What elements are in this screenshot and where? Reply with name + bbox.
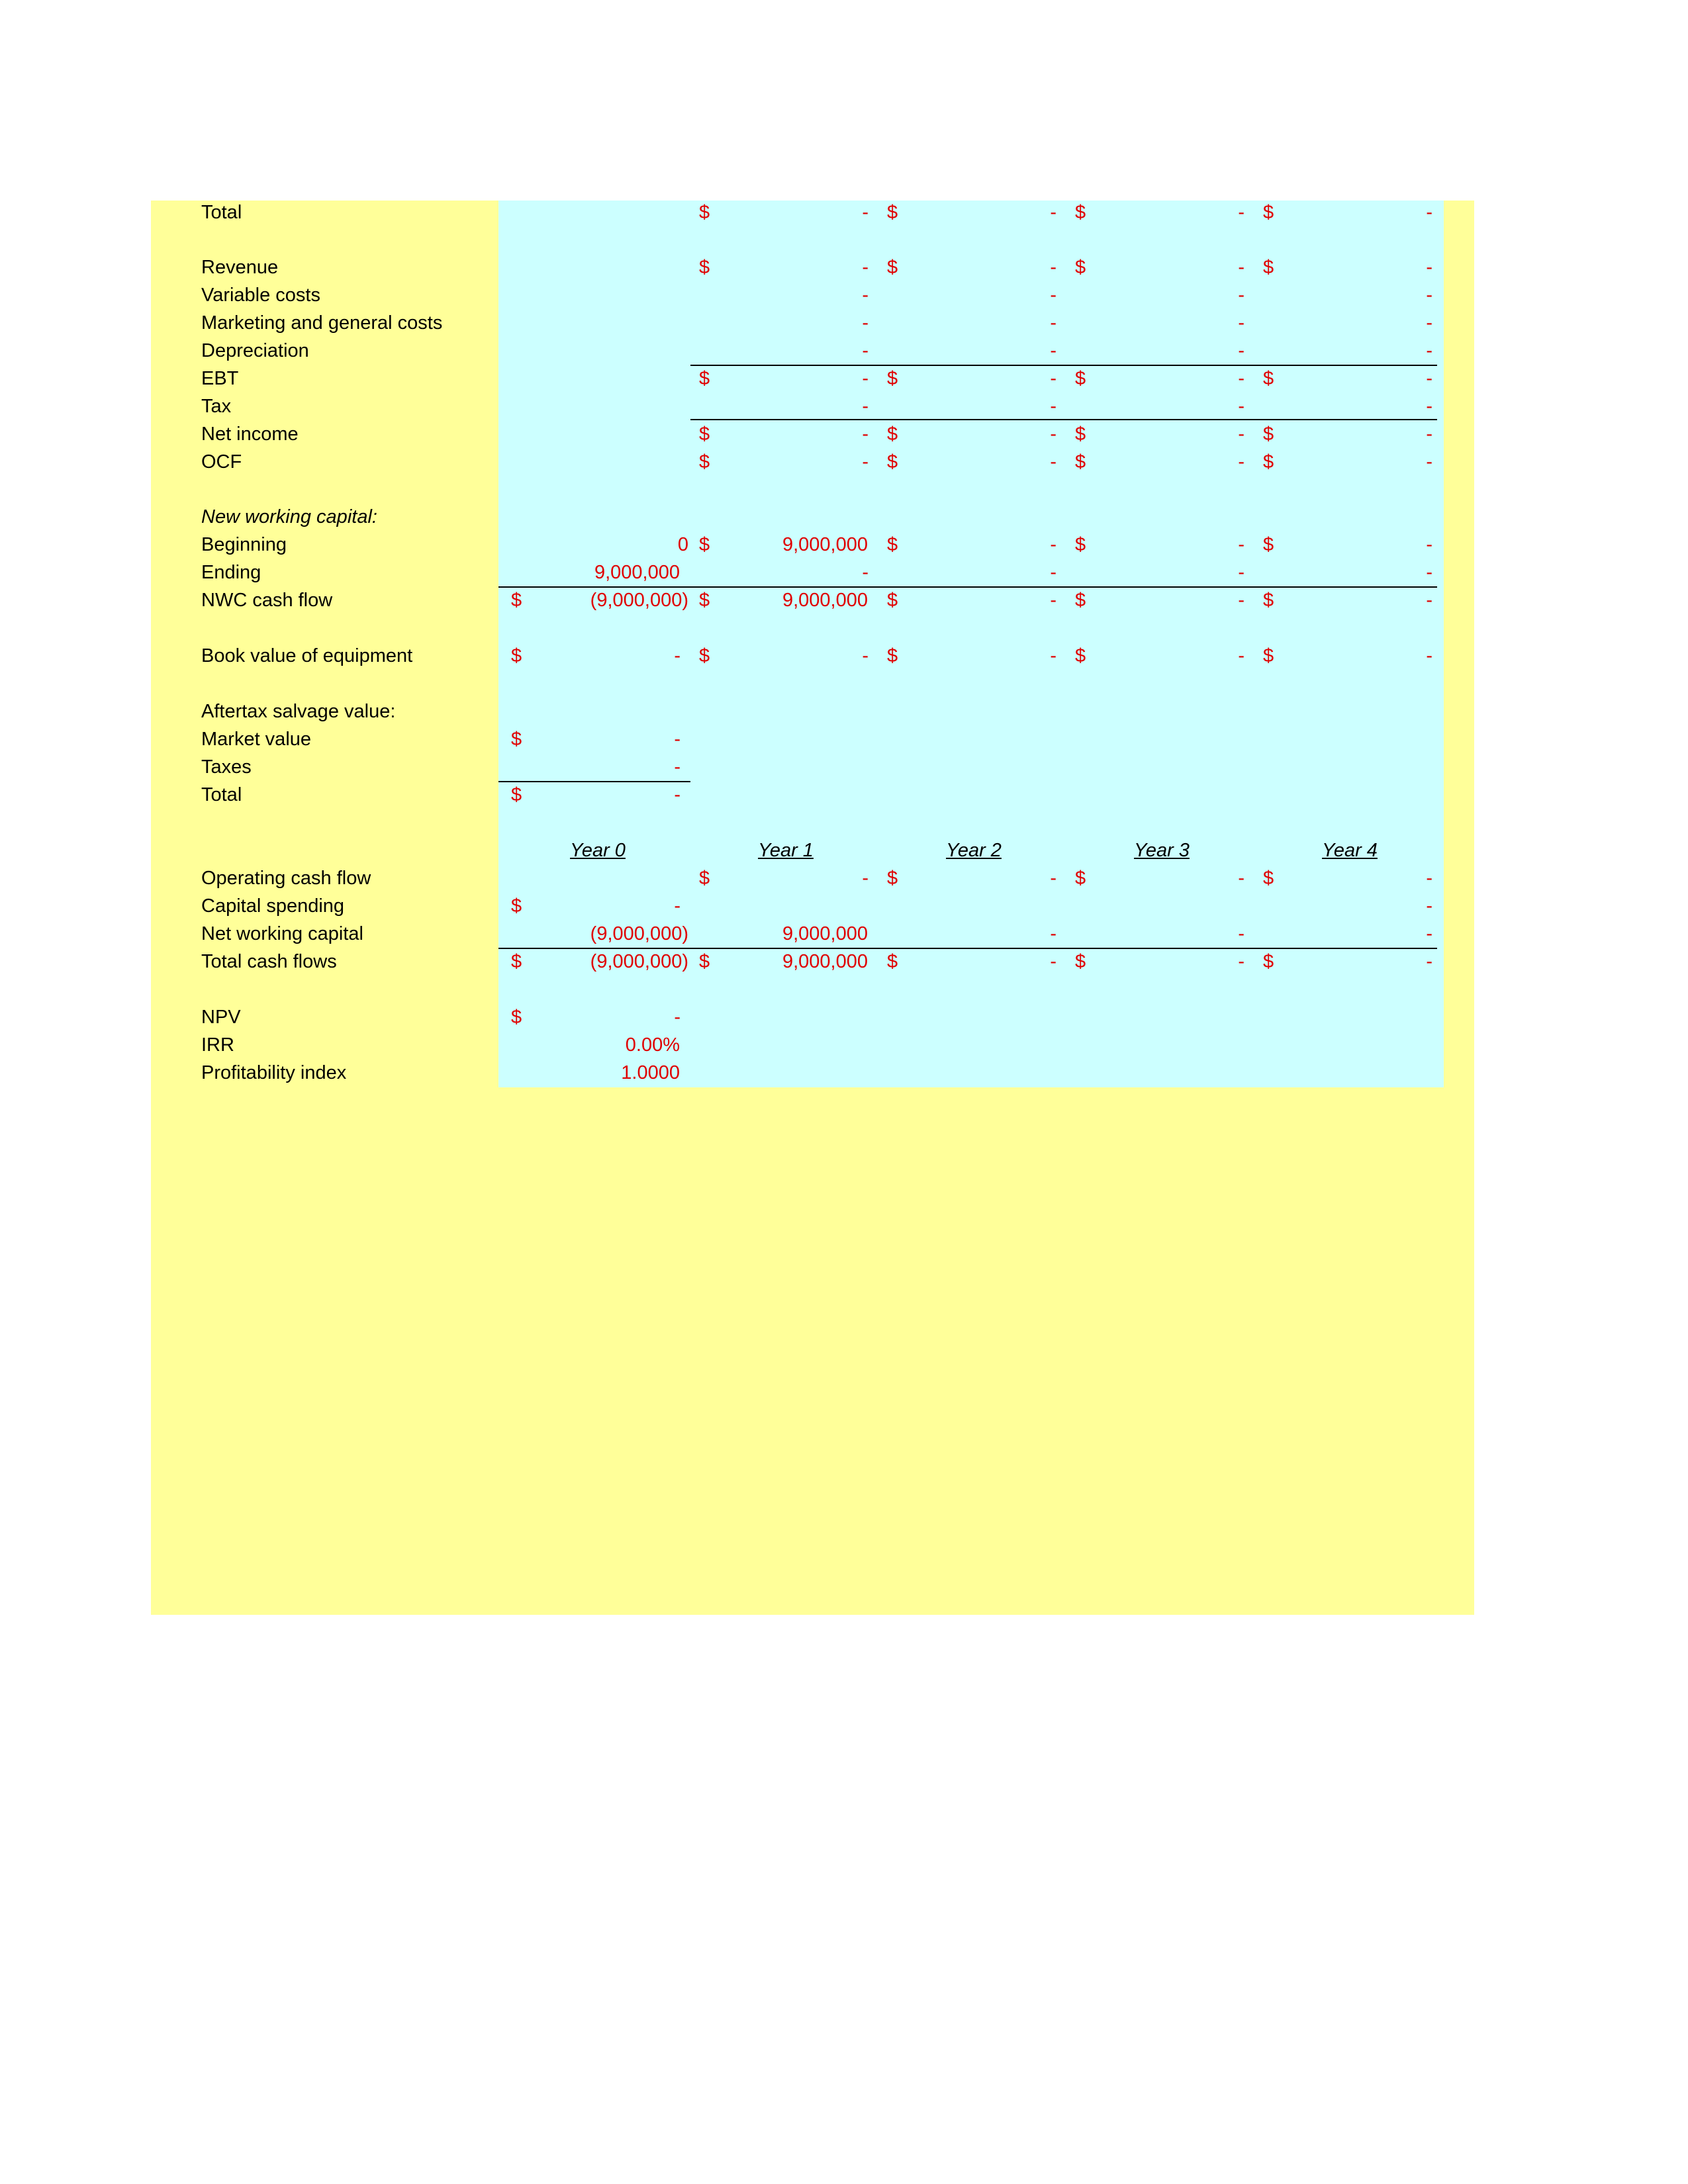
- currency-symbol: $: [699, 424, 710, 445]
- zero-dash: -: [1426, 202, 1432, 223]
- zero-dash: -: [1426, 562, 1432, 583]
- zero-dash: -: [1426, 285, 1432, 306]
- zero-dash: -: [1050, 451, 1056, 473]
- zero-dash: -: [862, 424, 868, 445]
- zero-dash: -: [862, 368, 868, 389]
- label-taxes: Taxes: [201, 756, 252, 778]
- zero-dash: -: [1426, 895, 1432, 917]
- currency-symbol: $: [511, 590, 522, 611]
- currency-symbol: $: [511, 1007, 522, 1028]
- zero-dash: -: [1050, 368, 1056, 389]
- zero-dash: -: [1426, 923, 1432, 944]
- year-header-1: Year 1: [758, 840, 814, 861]
- currency-symbol: $: [1263, 257, 1274, 278]
- zero-dash: -: [862, 868, 868, 889]
- rule-above-net-income: [690, 419, 1437, 420]
- zero-dash: -: [1238, 396, 1244, 417]
- currency-symbol: $: [887, 868, 898, 889]
- label-tax: Tax: [201, 396, 232, 417]
- zero-dash: -: [1426, 868, 1432, 889]
- currency-symbol: $: [699, 951, 710, 972]
- zero-dash: -: [1426, 590, 1432, 611]
- label-ending: Ending: [201, 562, 261, 583]
- label-salvage-total: Total: [201, 784, 242, 805]
- label-npv: NPV: [201, 1007, 241, 1028]
- zero-dash: -: [674, 729, 680, 750]
- zero-dash: -: [1426, 257, 1432, 278]
- nwc-beginning-year1: 9,000,000: [782, 534, 868, 555]
- year-header-2: Year 2: [946, 840, 1002, 861]
- label-depreciation: Depreciation: [201, 340, 309, 361]
- zero-dash: -: [862, 562, 868, 583]
- zero-dash: -: [1050, 645, 1056, 666]
- zero-dash: -: [1238, 645, 1244, 666]
- zero-dash: -: [1050, 202, 1056, 223]
- currency-symbol: $: [1075, 590, 1086, 611]
- currency-symbol: $: [887, 951, 898, 972]
- zero-dash: -: [1238, 451, 1244, 473]
- zero-dash: -: [1050, 396, 1056, 417]
- zero-dash: -: [1426, 340, 1432, 361]
- currency-symbol: $: [699, 868, 710, 889]
- currency-symbol: $: [1075, 534, 1086, 555]
- currency-symbol: $: [511, 645, 522, 666]
- currency-symbol: $: [887, 590, 898, 611]
- zero-dash: -: [674, 756, 680, 778]
- currency-symbol: $: [1075, 368, 1086, 389]
- label-ebt: EBT: [201, 368, 239, 389]
- zero-dash: -: [1238, 590, 1244, 611]
- zero-dash: -: [1050, 951, 1056, 972]
- zero-dash: -: [1050, 562, 1056, 583]
- net-working-capital-year0: (9,000,000): [590, 923, 688, 944]
- currency-symbol: $: [1075, 202, 1086, 223]
- zero-dash: -: [862, 285, 868, 306]
- label-total: Total: [201, 202, 242, 223]
- zero-dash: -: [1238, 285, 1244, 306]
- year-header-3: Year 3: [1134, 840, 1190, 861]
- zero-dash: -: [1238, 951, 1244, 972]
- zero-dash: -: [1238, 562, 1244, 583]
- zero-dash: -: [1238, 424, 1244, 445]
- profitability-index-value: 1.0000: [621, 1062, 680, 1083]
- label-net-working-capital: Net working capital: [201, 923, 363, 944]
- zero-dash: -: [674, 1007, 680, 1028]
- zero-dash: -: [862, 340, 868, 361]
- label-variable-costs: Variable costs: [201, 285, 320, 306]
- currency-symbol: $: [1075, 451, 1086, 473]
- currency-symbol: $: [1263, 451, 1274, 473]
- currency-symbol: $: [1263, 424, 1274, 445]
- zero-dash: -: [1238, 368, 1244, 389]
- zero-dash: -: [1050, 340, 1056, 361]
- currency-symbol: $: [887, 645, 898, 666]
- currency-symbol: $: [1075, 424, 1086, 445]
- label-revenue: Revenue: [201, 257, 279, 278]
- currency-symbol: $: [1263, 368, 1274, 389]
- zero-dash: -: [1426, 368, 1432, 389]
- zero-dash: -: [1426, 451, 1432, 473]
- currency-symbol: $: [887, 424, 898, 445]
- currency-symbol: $: [699, 368, 710, 389]
- currency-symbol: $: [511, 729, 522, 750]
- zero-dash: -: [1238, 923, 1244, 944]
- label-operating-cash-flow: Operating cash flow: [201, 868, 371, 889]
- zero-dash: -: [1050, 534, 1056, 555]
- label-capital-spending: Capital spending: [201, 895, 345, 917]
- label-ocf: OCF: [201, 451, 242, 473]
- year-header-0: Year 0: [570, 840, 626, 861]
- year-header-4: Year 4: [1322, 840, 1378, 861]
- total-cash-flows-year0: (9,000,000): [590, 951, 688, 972]
- currency-symbol: $: [699, 645, 710, 666]
- zero-dash: -: [674, 784, 680, 805]
- zero-dash: -: [862, 451, 868, 473]
- irr-value: 0.00%: [625, 1034, 680, 1056]
- currency-symbol: $: [1263, 202, 1274, 223]
- label-nwc-cash-flow: NWC cash flow: [201, 590, 333, 611]
- rule-above-nwc-cash-flow: [498, 586, 1437, 588]
- currency-symbol: $: [887, 202, 898, 223]
- nwc-cash-flow-year0: (9,000,000): [590, 590, 688, 611]
- net-working-capital-year1: 9,000,000: [782, 923, 868, 944]
- currency-symbol: $: [699, 202, 710, 223]
- zero-dash: -: [1426, 951, 1432, 972]
- currency-symbol: $: [1075, 257, 1086, 278]
- rule-above-salvage-total: [498, 781, 690, 782]
- currency-symbol: $: [511, 895, 522, 917]
- label-total-cash-flows: Total cash flows: [201, 951, 337, 972]
- label-profitability-index: Profitability index: [201, 1062, 347, 1083]
- currency-symbol: $: [1263, 590, 1274, 611]
- zero-dash: -: [862, 645, 868, 666]
- currency-symbol: $: [1263, 645, 1274, 666]
- label-net-income: Net income: [201, 424, 299, 445]
- label-nwc-heading: New working capital:: [201, 506, 377, 527]
- zero-dash: -: [1238, 202, 1244, 223]
- zero-dash: -: [1050, 923, 1056, 944]
- rule-above-total-cash-flows: [498, 948, 1437, 949]
- zero-dash: -: [862, 257, 868, 278]
- label-aftertax-heading: Aftertax salvage value:: [201, 701, 396, 722]
- currency-symbol: $: [699, 257, 710, 278]
- nwc-cash-flow-year1: 9,000,000: [782, 590, 868, 611]
- zero-dash: -: [862, 396, 868, 417]
- zero-dash: -: [1426, 312, 1432, 334]
- label-book-value: Book value of equipment: [201, 645, 413, 666]
- currency-symbol: $: [511, 951, 522, 972]
- zero-dash: -: [1050, 285, 1056, 306]
- total-cash-flows-year1: 9,000,000: [782, 951, 868, 972]
- zero-dash: -: [862, 202, 868, 223]
- currency-symbol: $: [1075, 951, 1086, 972]
- zero-dash: -: [1050, 312, 1056, 334]
- currency-symbol: $: [1075, 645, 1086, 666]
- zero-dash: -: [1426, 645, 1432, 666]
- rule-above-ebt: [690, 365, 1437, 366]
- currency-symbol: $: [699, 590, 710, 611]
- label-market-value: Market value: [201, 729, 312, 750]
- currency-symbol: $: [1263, 951, 1274, 972]
- zero-dash: -: [1426, 396, 1432, 417]
- nwc-ending-year0: 9,000,000: [594, 562, 680, 583]
- currency-symbol: $: [887, 368, 898, 389]
- currency-symbol: $: [1263, 534, 1274, 555]
- zero-dash: -: [674, 895, 680, 917]
- currency-symbol: $: [1075, 868, 1086, 889]
- zero-dash: -: [862, 312, 868, 334]
- zero-dash: -: [1050, 257, 1056, 278]
- currency-symbol: $: [699, 451, 710, 473]
- zero-dash: -: [1238, 340, 1244, 361]
- label-beginning: Beginning: [201, 534, 287, 555]
- currency-symbol: $: [699, 534, 710, 555]
- currency-symbol: $: [887, 534, 898, 555]
- zero-dash: -: [1238, 257, 1244, 278]
- nwc-beginning-year0: 0: [677, 534, 688, 555]
- currency-symbol: $: [887, 257, 898, 278]
- zero-dash: -: [1238, 868, 1244, 889]
- zero-dash: -: [1050, 424, 1056, 445]
- zero-dash: -: [1050, 590, 1056, 611]
- zero-dash: -: [1426, 424, 1432, 445]
- zero-dash: -: [1238, 312, 1244, 334]
- currency-symbol: $: [887, 451, 898, 473]
- zero-dash: -: [1238, 534, 1244, 555]
- zero-dash: -: [1426, 534, 1432, 555]
- currency-symbol: $: [511, 784, 522, 805]
- zero-dash: -: [674, 645, 680, 666]
- label-irr: IRR: [201, 1034, 234, 1056]
- zero-dash: -: [1050, 868, 1056, 889]
- label-marketing-costs: Marketing and general costs: [201, 312, 443, 334]
- currency-symbol: $: [1263, 868, 1274, 889]
